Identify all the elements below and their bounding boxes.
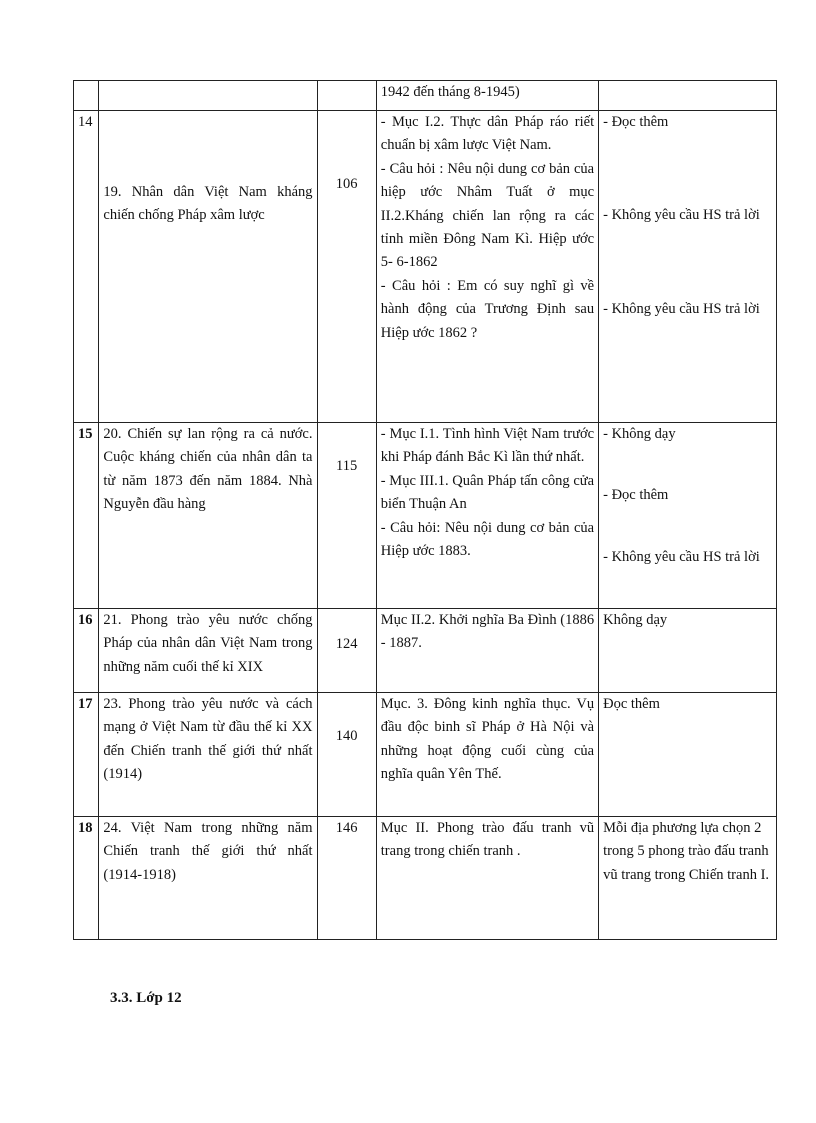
- table-row: [74, 693, 777, 817]
- lesson-title: [99, 81, 317, 111]
- adjustment-note: [599, 111, 777, 423]
- content-item: Mục. 3. Đông kinh nghĩa thục. Vụ đầu độc binh sĩ Pháp ở Hà Nội và những hoạt động cuối cùng của nghĩa quân Yên Thế.: [380, 696, 595, 783]
- note-item: - Không yêu cầu HS trả lời: [603, 207, 760, 224]
- adjustment-note: [599, 81, 777, 111]
- section-heading: 3.3. Lớp 12: [110, 990, 182, 1006]
- content-item: - Mục I.2. Thực dân Pháp ráo riết chuẩn bị xâm lược Việt Nam.: [380, 114, 595, 154]
- adjustment-note: [599, 817, 777, 940]
- adjustment-note: [599, 609, 777, 693]
- adjusted-content: [376, 817, 598, 940]
- note-item: - Không yêu cầu HS trả lời: [603, 548, 760, 565]
- content-item: - Câu hỏi : Em có suy nghĩ gì về hành động của Trương Định sau Hiệp ước 1862 ?: [380, 277, 595, 341]
- adjustment-note: [599, 423, 777, 609]
- content-item: Mục II. Phong trào đấu tranh vũ trang trong chiến tranh .: [380, 820, 595, 860]
- row-number: 15: [74, 423, 99, 609]
- page-number: 140: [317, 693, 376, 817]
- row-number: 16: [74, 609, 99, 693]
- note-item: Đọc thêm: [603, 696, 660, 712]
- table-row: [74, 111, 777, 423]
- content-item: - Câu hỏi : Nêu nội dung cơ bản của hiệp ước Nhâm Tuất ở mục II.2.Kháng chiến lan rộng ra các tỉnh miền Đông Nam Kì. Hiệp ước 5- 6-1862: [380, 160, 595, 271]
- content-item: - Câu hỏi: Nêu nội dung cơ bản của Hiệp ước 1883.: [380, 519, 595, 560]
- content-item: 1942 đến tháng 8-1945): [380, 84, 520, 100]
- row-number: 18: [74, 817, 99, 940]
- row-number: 17: [74, 693, 99, 817]
- adjusted-content: [376, 81, 598, 111]
- lesson-title: 24. Việt Nam trong những năm Chiến tranh thế giới thứ nhất (1914-1918): [99, 817, 317, 940]
- row-number: [74, 81, 99, 111]
- adjusted-content: [376, 111, 598, 423]
- note-item: - Không dạy: [603, 426, 676, 442]
- content-item: - Mục I.1. Tình hình Việt Nam trước khi Pháp đánh Bắc Kì lần thứ nhất.: [380, 426, 595, 466]
- page-number: 124: [317, 609, 376, 693]
- page-number: 115: [317, 423, 376, 609]
- content-item: Mục II.2. Khởi nghĩa Ba Đình (1886 - 1887.: [380, 612, 595, 652]
- curriculum-table: [73, 80, 777, 940]
- note-item: Không dạy: [603, 612, 668, 628]
- note-item: - Không yêu cầu HS trả lời: [603, 300, 760, 317]
- table-row: [74, 609, 777, 693]
- table-row: [74, 817, 777, 940]
- adjustment-note: [599, 693, 777, 817]
- lesson-title: 23. Phong trào yêu nước và cách mạng ở Việt Nam từ đầu thế kỉ XX đến Chiến tranh thế giới thứ nhất (1914): [99, 693, 317, 817]
- content-item: - Mục III.1. Quân Pháp tấn công cửa biển Thuận An: [380, 472, 595, 513]
- table-row: [74, 423, 777, 609]
- page-number: 146: [317, 817, 376, 940]
- table-row: [74, 81, 777, 111]
- page-number: [317, 81, 376, 111]
- adjusted-content: [376, 423, 598, 609]
- row-number: 14: [74, 111, 99, 423]
- note-item: - Đọc thêm: [603, 114, 669, 130]
- lesson-title: 19. Nhân dân Việt Nam kháng chiến chống Pháp xâm lược: [99, 111, 317, 423]
- adjusted-content: [376, 693, 598, 817]
- lesson-title: 20. Chiến sự lan rộng ra cả nước. Cuộc kháng chiến của nhân dân ta từ năm 1873 đến năm 1884. Nhà Nguyễn đầu hàng: [99, 423, 317, 609]
- note-item: Mỗi địa phương lựa chọn 2 trong 5 phong trào đấu tranh vũ trang trong Chiến tranh I.: [603, 820, 770, 883]
- note-item: - Đọc thêm: [603, 487, 669, 504]
- page-number: 106: [317, 111, 376, 423]
- adjusted-content: [376, 609, 598, 693]
- lesson-title: 21. Phong trào yêu nước chống Pháp của nhân dân Việt Nam trong những năm cuối thế kỉ XIX: [99, 609, 317, 693]
